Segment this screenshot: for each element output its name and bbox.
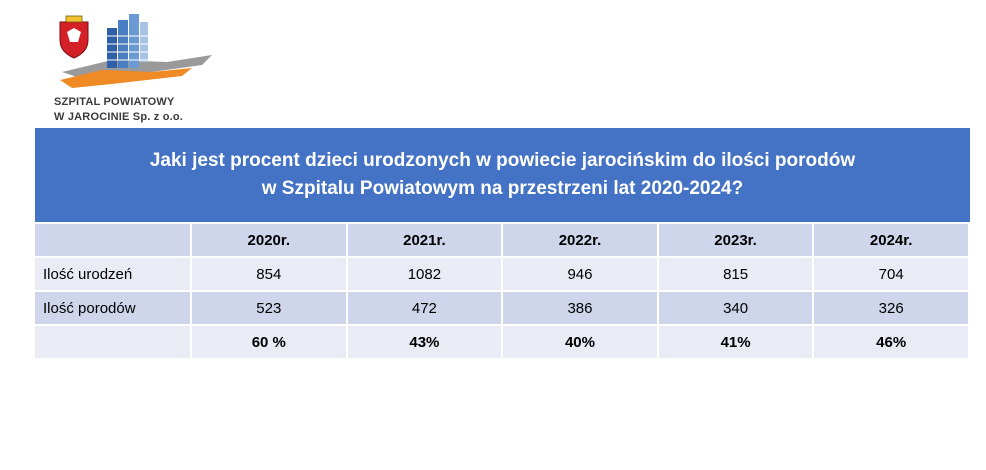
hospital-logo <box>52 10 212 125</box>
hospital-name-line2: W JAROCINIE Sp. z o.o. <box>54 111 184 123</box>
table-cell: 326 <box>813 291 969 325</box>
table-cell: 523 <box>191 291 347 325</box>
logo-shield-icon <box>60 16 88 58</box>
table-cell: 340 <box>658 291 814 325</box>
table-cell: 41% <box>658 325 814 359</box>
table-cell: 472 <box>347 291 503 325</box>
hospital-name <box>54 95 183 125</box>
table-cell: 815 <box>658 257 814 291</box>
row-label-percentage <box>35 325 191 359</box>
header-cell-2020: 2020r. <box>191 224 347 257</box>
logo-building <box>107 14 148 68</box>
table-cell: 60 % <box>191 325 347 359</box>
table-row-deliveries <box>35 291 969 325</box>
table-cell: 1082 <box>347 257 503 291</box>
table-cell: 704 <box>813 257 969 291</box>
table-header-row <box>35 224 969 257</box>
title-band <box>35 128 970 222</box>
row-label-deliveries: Ilość porodów <box>35 291 191 325</box>
title-line2: w Szpitalu Powiatowym na przestrzeni lat 2020-2024? <box>261 178 744 199</box>
header-cell-2024: 2024r. <box>813 224 969 257</box>
table-cell: 46% <box>813 325 969 359</box>
hospital-logo-graphic <box>52 10 212 95</box>
hospital-name-line1: SZPITAL POWIATOWY <box>54 96 175 108</box>
title-line1: Jaki jest procent dzieci urodzonych w powiecie jarocińskim do ilości porodów <box>149 150 856 171</box>
statistics-table <box>35 224 970 360</box>
table-cell: 43% <box>347 325 503 359</box>
table-cell: 386 <box>502 291 658 325</box>
header-cell-2022: 2022r. <box>502 224 658 257</box>
table-row-births <box>35 257 969 291</box>
table-row-percentage <box>35 325 969 359</box>
header-cell-2023: 2023r. <box>658 224 814 257</box>
header-cell-2021: 2021r. <box>347 224 503 257</box>
table-cell: 40% <box>502 325 658 359</box>
header-cell-empty <box>35 224 191 257</box>
table-cell: 854 <box>191 257 347 291</box>
table-cell: 946 <box>502 257 658 291</box>
row-label-births: Ilość urodzeń <box>35 257 191 291</box>
